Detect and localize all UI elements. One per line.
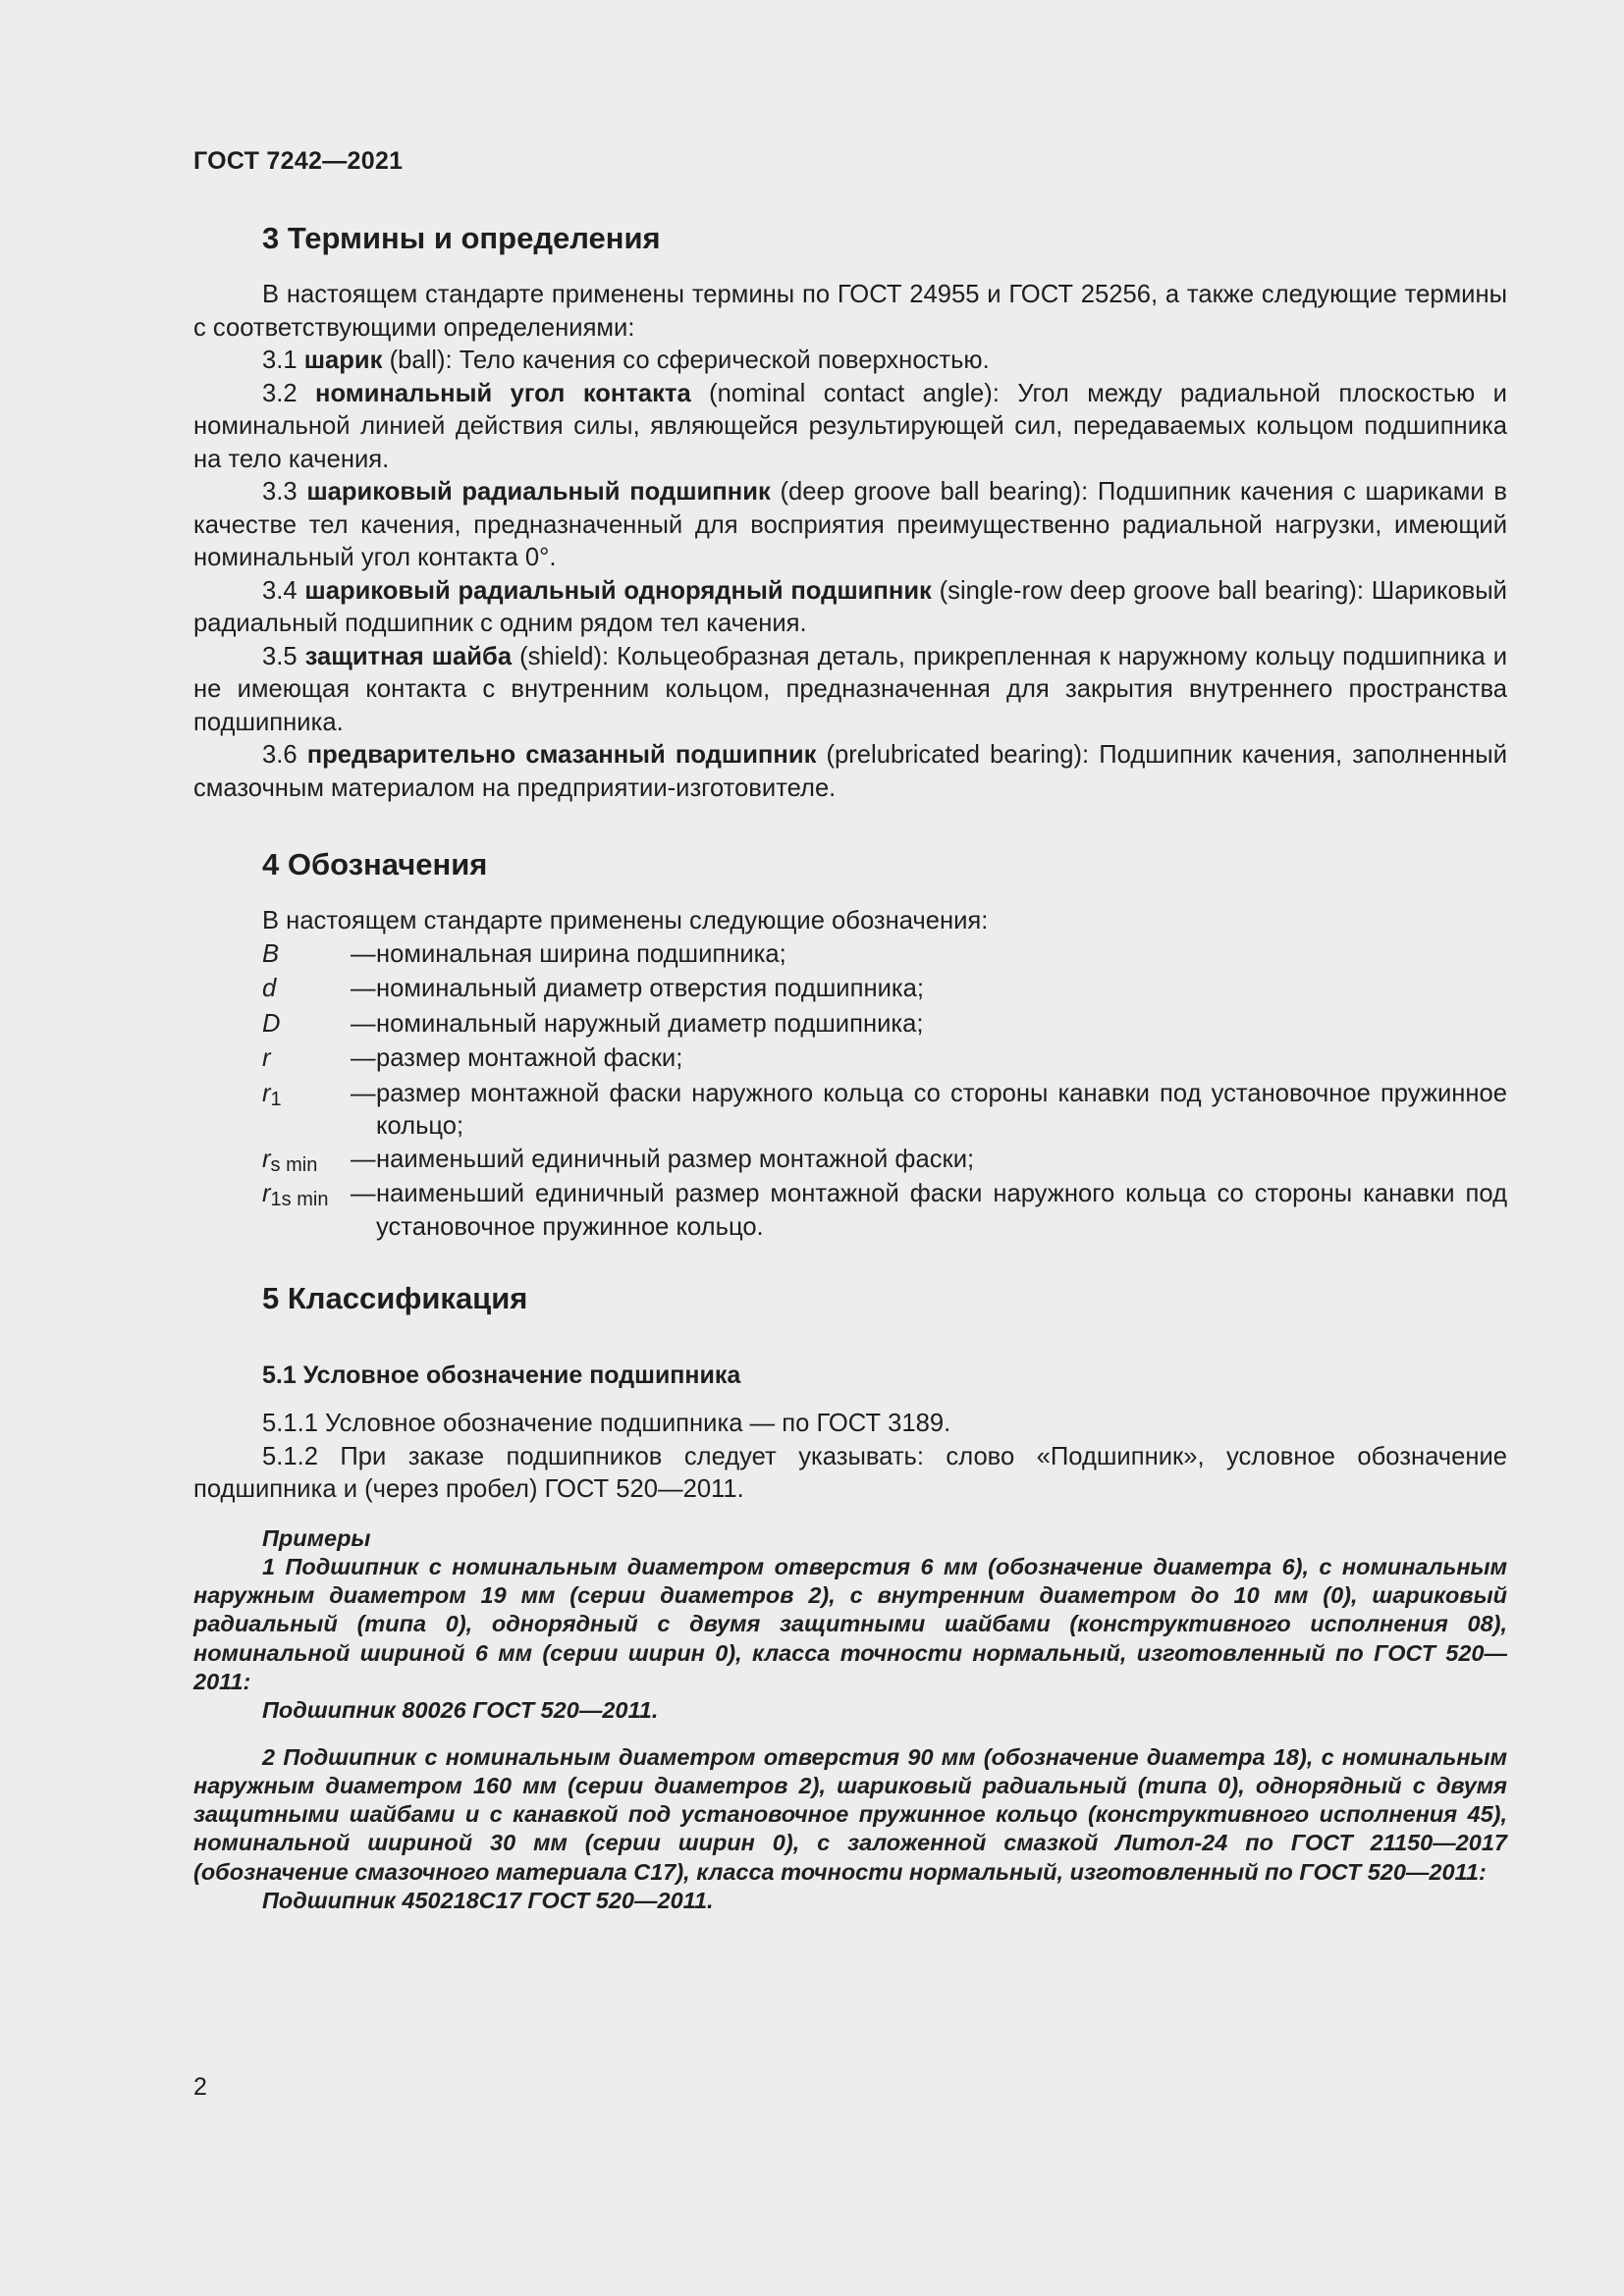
term-3-1: 3.1 шарик (ball): Тело качения со сферической поверхностью. (262, 347, 990, 374)
symbol: d (262, 975, 277, 1002)
term-3-6: 3.6 предварительно смазанный подшипник (prelubricated bearing): Подшипник качения, заполненный смазочным материалом на предприятии-изготовителе. (193, 741, 1507, 802)
term-3-5: 3.5 защитная шайба (shield): Кольцеобразная деталь, прикрепленная к наружному кольцу подшипника и не имеющая контакта с внутренним кольцом, предназначенная для закрытия внутреннего пространства подшипника. (193, 642, 1507, 736)
section-3-intro: В настоящем стандарте применены термины по ГОСТ 24955 и ГОСТ 25256, а также следующие термины с соответствующими определениями: (193, 281, 1507, 342)
list-item: r — размер монтажной фаски; (193, 1042, 1507, 1078)
list-item: $r_{1s min}$ — наименьший единичный размер монтажной фаски наружного кольца со стороны канавки под установочное пружинное кольцо. (193, 1178, 1507, 1244)
document-code: ГОСТ 7242—2021 (193, 147, 404, 175)
symbol-description: размер монтажной фаски наружного кольца со стороны канавки под установочное пружинное кольцо; (376, 1079, 1507, 1140)
symbol: $r_{1s min}$ (262, 1180, 329, 1210)
list-item: $r_1$ — размер монтажной фаски наружного кольца со стороны канавки под установочное пружинное кольцо; (193, 1078, 1507, 1144)
list-item: d — номинальный диаметр отверстия подшипника; (193, 973, 1507, 1008)
symbol-description: номинальный диаметр отверстия подшипника; (376, 975, 924, 1002)
paragraph-5-1-1: 5.1.1 Условное обозначение подшипника — по ГОСТ 3189. (262, 1410, 951, 1437)
section-4-body (193, 905, 1507, 1244)
list-item: D — номинальный наружный диаметр подшипника; (193, 1008, 1507, 1043)
document-page (193, 147, 1507, 1915)
symbol: $r_1$ (262, 1079, 282, 1110)
symbol: B (262, 939, 280, 968)
examples-heading: Примеры (262, 1524, 371, 1551)
term-3-2: 3.2 номинальный угол контакта (nominal contact angle): Угол между радиальной плоскостью и номинальной линией действия силы, являющейся результирующей сил, передаваемых кольцом подшипника на тело качения. (193, 379, 1507, 473)
list-item: $r_{s min}$ — наименьший единичный размер монтажной фаски; (193, 1144, 1507, 1179)
symbol-description: размер монтажной фаски; (376, 1044, 683, 1072)
page-number: 2 (193, 2073, 207, 2101)
example-1-result: Подшипник 80026 ГОСТ 520—2011. (262, 1697, 659, 1724)
section-3-title: 3 Термины и определения (262, 221, 661, 255)
example-1: 1 Подшипник с номинальным диаметром отверстия 6 мм (обозначение диаметра 6), с номинальным наружным диаметром 19 мм (серии диаметров 2), с внутренним диаметром до 10 мм (0), шариковый радиальный (типа 0), однорядный с двумя защитными шайбами (конструктивного исполнения 08), номинальной шириной 6 мм (серии ширин 0), класса точности нормальный, изготовленный по ГОСТ 520—2011: (193, 1553, 1507, 1694)
symbol-list (193, 938, 1507, 1245)
section-5-1-title: 5.1 Условное обозначение подшипника (262, 1362, 741, 1389)
section-3-body (193, 279, 1507, 805)
symbol: $r_{s min}$ (262, 1145, 318, 1176)
section-5-1-body (193, 1408, 1507, 1507)
paragraph-5-1-2: 5.1.2 При заказе подшипников следует указывать: слово «Подшипник», условное обозначение подшипника и (через пробел) ГОСТ 520—2011. (193, 1442, 1507, 1503)
section-5-title: 5 Классификация (262, 1281, 528, 1315)
symbol-description: номинальная ширина подшипника; (376, 939, 786, 968)
symbol: D (262, 1009, 281, 1038)
symbol-description: наименьший единичный размер монтажной фаски наружного кольца со стороны канавки под установочное пружинное кольцо. (376, 1180, 1507, 1241)
example-2: 2 Подшипник с номинальным диаметром отверстия 90 мм (обозначение диаметра 18), с номинальным наружным диаметром 160 мм (серии диаметров 2), шариковый радиальный (типа 0), однорядный с двумя защитными шайбами и с канавкой под установочное пружинное кольцо (конструктивного исполнения 45), номинальной шириной 30 мм (серии ширин 0), с заложенной смазкой Литол-24 по ГОСТ 21150—2017 (обозначение смазочного материала С17), класса точности нормальный, изготовленный по ГОСТ 520—2011: (193, 1743, 1507, 1885)
example-2-result: Подшипник 450218С17 ГОСТ 520—2011. (262, 1888, 714, 1914)
section-4-title: 4 Обозначения (262, 847, 488, 881)
term-3-4: 3.4 шариковый радиальный однорядный подшипник (single-row deep groove ball bearing): Шариковый радиальный подшипник с одним рядом тел качения. (193, 576, 1507, 637)
symbol: r (262, 1044, 271, 1072)
symbol-description: наименьший единичный размер монтажной фаски; (376, 1145, 975, 1173)
list-item: B — номинальная ширина подшипника; (193, 938, 1507, 974)
term-3-3: 3.3 шариковый радиальный подшипник (deep groove ball bearing): Подшипник качения с шариками в качестве тел качения, предназначенный для восприятия преимущественно радиальной нагрузки, имеющий номинальный угол контакта 0°. (193, 478, 1507, 571)
examples-block (193, 1524, 1507, 1916)
section-4-intro: В настоящем стандарте применены следующие обозначения: (262, 907, 989, 934)
symbol-description: номинальный наружный диаметр подшипника; (376, 1009, 924, 1038)
